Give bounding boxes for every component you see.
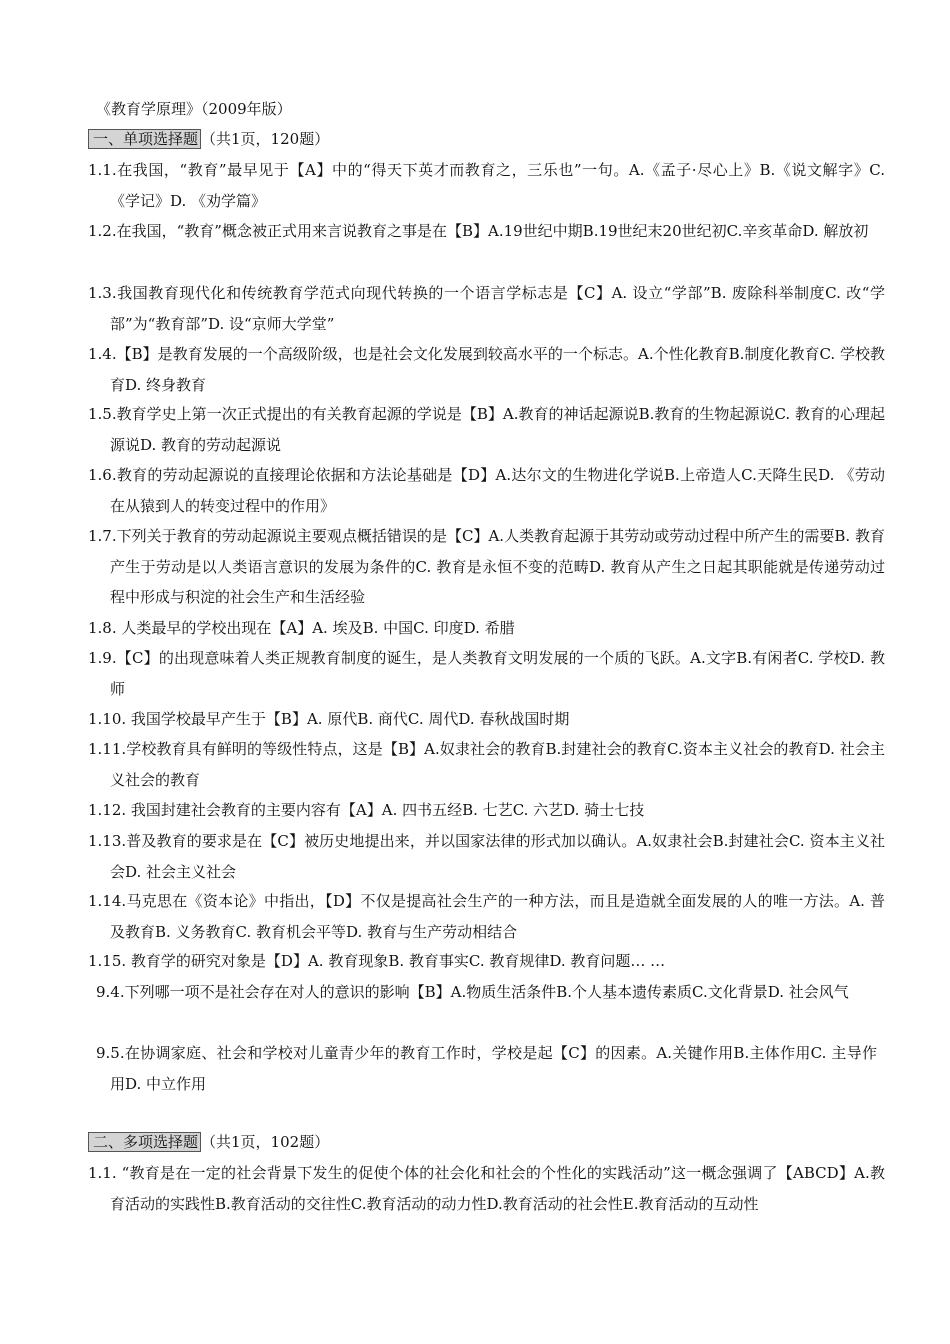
section-heading-label: 二、多项选择题 [88, 1132, 201, 1152]
question-item: 1.1. “教育是在一定的社会背景下发生的促使个体的社会化和社会的个性化的实践活动”这一概念强调了【ABCD】A.教育活动的实践性B.教育活动的交往性C.教育活动的动力性D.教育活动的社会性E.教育活动的互动性 [88, 1164, 885, 1213]
question-item: 1.14.马克思在《资本论》中指出，【D】不仅是提高社会生产的一种方法，而且是造就全面发展的人的唯一方法。A. 普及教育B. 义务教育C. 教育机会平等D. 教育与生产劳动相结合 [88, 892, 885, 941]
section-heading-multiple-choice [88, 1131, 329, 1153]
question-item: 1.7.下列关于教育的劳动起源说主要观点概括错误的是【C】A.人类教育起源于其劳动或劳动过程中所产生的需要B. 教育产生于劳动是以人类语言意识的发展为条件的C. 教育是永恒不变的范畴D. 教育从产生之日起其职能就是传递劳动过程中形成与积淀的社会生产和生活经验 [88, 527, 885, 606]
question-item: 9.4.下列哪一项不是社会存在对人的意识的影响【B】A.物质生活条件B.个人基本遗传素质C.文化背景D. 社会风气 [96, 983, 849, 1001]
question-item: 1.12. 我国封建社会教育的主要内容有【A】A. 四书五经B. 七艺C. 六艺D. 骑士七技 [88, 801, 645, 819]
question-item: 1.5.教育学史上第一次正式提出的有关教育起源的学说是【B】A.教育的神话起源说B.教育的生物起源说C. 教育的心理起源说D. 教育的劳动起源说 [88, 405, 885, 454]
question-item: 1.3.我国教育现代化和传统教育学范式向现代转换的一个语言学标志是【C】A. 设立“学部”B. 废除科举制度C. 改“学部”为“教育部”D. 设“京师大学堂” [88, 284, 885, 333]
question-item: 9.5.在协调家庭、社会和学校对儿童青少年的教育工作时，学校是起【C】的因素。A.关键作用B.主体作用C. 主导作用D. 中立作用 [96, 1044, 877, 1093]
question-item: 1.8. 人类最早的学校出现在【A】A. 埃及B. 中国C. 印度D. 希腊 [88, 619, 515, 637]
question-item: 1.4.【B】是教育发展的一个高级阶级，也是社会文化发展到较高水平的一个标志。A.个性化教育B.制度化教育C. 学校教育D. 终身教育 [88, 345, 885, 394]
section-heading-label: 一、单项选择题 [88, 129, 201, 149]
question-item: 1.13.普及教育的要求是在【C】被历史地提出来，并以国家法律的形式加以确认。A.奴隶社会B.封建社会C. 资本主义社会D. 社会主义社会 [88, 832, 885, 881]
question-item: 1.6.教育的劳动起源说的直接理论依据和方法论基础是【D】A.达尔文的生物进化学说B.上帝造人C.天降生民D. 《劳动在从猿到人的转变过程中的作用》 [88, 466, 885, 515]
section-heading-single-choice [88, 128, 329, 150]
question-item: 1.2.在我国，“教育”概念被正式用来言说教育之事是在【B】A.19世纪中期B.19世纪末20世纪初C.辛亥革命D. 解放初 [88, 222, 869, 240]
question-item: 1.11.学校教育具有鲜明的等级性特点，这是【B】A.奴隶社会的教育B.封建社会的教育C.资本主义社会的教育D. 社会主义社会的教育 [88, 740, 885, 789]
question-item: 1.1.在我国，“教育”最早见于【A】中的“得天下英才而教育之，三乐也”一句。A.《孟子·尽心上》B.《说文解字》C. 《学记》D. 《劝学篇》 [88, 161, 885, 210]
question-item: 1.15. 教育学的研究对象是【D】A. 教育现象B. 教育事实C. 教育规律D. 教育问题… … [88, 952, 666, 970]
section-heading-count: （共1页，120题） [201, 130, 330, 148]
question-item: 1.9.【C】的出现意味着人类正规教育制度的诞生，是人类教育文明发展的一个质的飞跃。A.文字B.有闲者C. 学校D. 教师 [88, 649, 885, 698]
question-item: 1.10. 我国学校最早产生于【B】A. 原代B. 商代C. 周代D. 春秋战国时期 [88, 710, 570, 728]
section-heading-count: （共1页，102题） [201, 1133, 330, 1151]
document-title: 《教育学原理》（2009年版） [96, 100, 292, 118]
